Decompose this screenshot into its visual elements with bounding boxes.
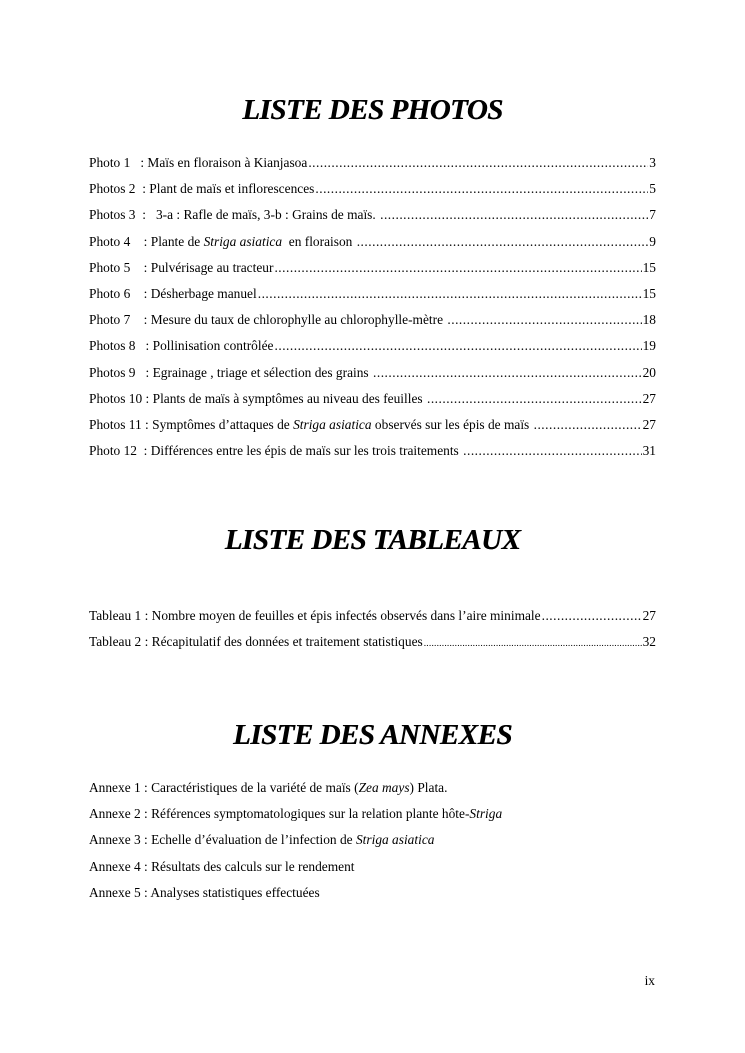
- list-item: [89, 391, 656, 417]
- dot-leader: [424, 639, 642, 649]
- annexes-list: [89, 780, 656, 911]
- tables-list-title: LISTE DES TABLEAUX: [224, 524, 521, 556]
- tables-list: [89, 608, 656, 660]
- entry-label: Photo 12 : Différences entre les épis de maïs sur les trois traitements: [89, 443, 463, 459]
- list-item: [89, 207, 656, 233]
- dot-leader: [373, 365, 642, 381]
- dot-leader: [534, 417, 642, 433]
- annexes-list-title: LISTE DES ANNEXES: [233, 719, 512, 751]
- entry-label: Photos 8 : Pollinisation contrôlée: [89, 338, 274, 354]
- entry-label: Photos 2 : Plant de maïs et inflorescences: [89, 181, 315, 197]
- dot-leader: [447, 312, 641, 328]
- entry-page: 3: [649, 155, 656, 170]
- list-item: [89, 634, 656, 660]
- dot-leader: [380, 207, 648, 223]
- list-item: Annexe 2 : Références symptomatologiques sur la relation plante hôte-Striga: [89, 806, 503, 822]
- dot-leader: [463, 443, 641, 459]
- entry-page: 15: [642, 285, 656, 301]
- list-item: [89, 365, 656, 391]
- list-item: [89, 312, 656, 338]
- list-item: [89, 234, 656, 260]
- entry-page: 5: [649, 181, 656, 197]
- entry-label: Photo 6 : Désherbage manuel: [89, 285, 257, 301]
- dot-leader: [258, 286, 642, 302]
- dot-leader: [357, 234, 649, 250]
- list-item: [89, 286, 656, 312]
- entry-page: 15: [642, 259, 656, 275]
- dot-leader: [308, 155, 648, 171]
- entry-page: 20: [642, 364, 656, 380]
- page-number: ix: [644, 973, 655, 988]
- list-item: [89, 338, 656, 364]
- photos-list-title: LISTE DES PHOTOS: [242, 94, 503, 126]
- list-item: Annexe 5 : Analyses statistiques effectuées: [89, 884, 320, 900]
- list-item: Annexe 3 : Echelle d’évaluation de l’infection de Striga asiatica: [89, 832, 435, 848]
- entry-page: 18: [642, 312, 656, 328]
- entry-label: Photo 5 : Pulvérisage au tracteur: [89, 259, 274, 275]
- dot-leader: [275, 338, 642, 354]
- entry-label: Photo 4 : Plante de Striga asiatica en floraison: [89, 233, 356, 249]
- entry-label: Photos 9 : Egrainage , triage et sélection des grains: [89, 364, 372, 380]
- list-item: [89, 443, 656, 469]
- list-item: [89, 417, 656, 443]
- entry-page: 27: [642, 608, 656, 623]
- list-item: [89, 260, 656, 286]
- dot-leader: [427, 391, 642, 407]
- photos-list: [89, 155, 656, 469]
- entry-label: Photos 11 : Symptômes d’attaques de Striga asiatica observés sur les épis de maïs: [89, 416, 533, 432]
- list-item: [89, 181, 656, 207]
- list-item: [89, 155, 656, 181]
- entry-page: 9: [649, 233, 656, 249]
- entry-label: Tableau 1 : Nombre moyen de feuilles et épis infectés observés dans l’aire minimale: [89, 608, 541, 623]
- entry-page: 27: [642, 390, 656, 406]
- list-item: [89, 608, 656, 634]
- entry-page: 27: [642, 416, 656, 432]
- entry-page: 19: [642, 338, 656, 354]
- entry-label: Photo 1 : Maïs en floraison à Kianjasoa: [89, 155, 308, 170]
- list-item: Annexe 1 : Caractéristiques de la variété de maïs (Zea mays) Plata.: [89, 780, 448, 795]
- entry-page: 32: [642, 634, 656, 650]
- entry-page: 31: [642, 443, 656, 459]
- list-item: Annexe 4 : Résultats des calculs sur le rendement: [89, 858, 355, 874]
- entry-page: 7: [649, 207, 656, 223]
- entry-label: Tableau 2 : Récapitulatif des données et traitement statistiques: [89, 634, 423, 650]
- entry-label: Photos 3 : 3-a : Rafle de maïs, 3-b : Grains de maïs.: [89, 207, 380, 223]
- dot-leader: [315, 181, 648, 197]
- entry-label: Photo 7 : Mesure du taux de chlorophylle au chlorophylle-mètre: [89, 312, 447, 328]
- dot-leader: [274, 260, 641, 276]
- entry-label: Photos 10 : Plants de maïs à symptômes au niveau des feuilles: [89, 390, 426, 406]
- dot-leader: [542, 608, 642, 624]
